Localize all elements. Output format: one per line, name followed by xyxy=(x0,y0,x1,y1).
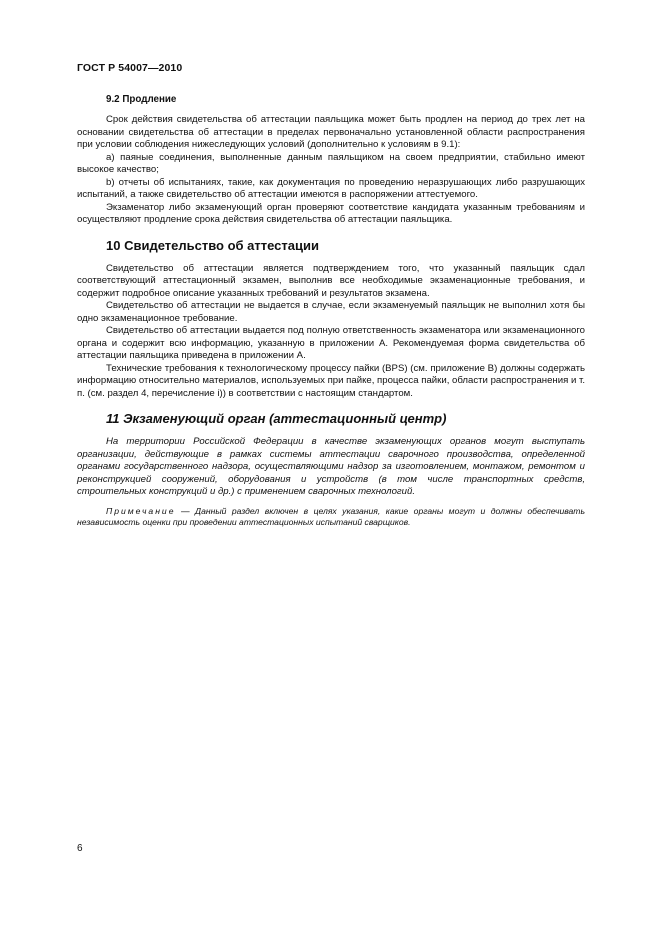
note-label: Примечание xyxy=(106,505,176,516)
section-10-paragraph: Свидетельство об аттестации является подтверждением того, что указанный паяльщик сдал соответствующий аттестационный экзамен, выполнив все необходимые экзаменационные требования, и содержит подробное описание указанных требований и результатов экзамена. xyxy=(77,262,585,299)
section-11-note xyxy=(77,506,585,529)
section-10-paragraph: Технические требования к технологическому процессу пайки (BPS) (см. приложение В) должны содержать информацию относительно материалов, используемых при пайке, процесса пайки, области распространения и т. п. (см. раздел 4, перечисление i)) в соответствии с настоящим стандартом. xyxy=(77,362,585,399)
section-9-2-paragraph: b) отчеты об испытаниях, такие, как документация по проведению неразрушающих либо разрушающих испытаний, а также свидетельство об аттестации имеются в распоряжении аттестуемого. xyxy=(77,176,585,200)
section-9-2-paragraph: Срок действия свидетельства об аттестации паяльщика может быть продлен на период до трех лет на основании свидетельства об аттестации в пределах первоначально установленной области распространения при условии соблюдения нижеследующих условий (дополнительно к условиям в 9.1): xyxy=(77,114,585,150)
document-body xyxy=(77,94,585,529)
document-code-header: ГОСТ Р 54007—2010 xyxy=(77,62,183,74)
section-11-paragraph: На территории Российской Федерации в качестве экзаменующих органов могут выступать организации, действующие в рамках системы аттестации сварочного производства, определенной органами государственного надзора, осуществляющими надзор за изготовлением, монтажом, ремонтом и реконструкцией сооружений, оборудования и устройств (в том числе транспортных средств, строительных конструкций и др.) с применением сварочных технологий. xyxy=(77,436,585,497)
note-text: — Данный раздел включен в целях указания, какие органы могут и должны обеспечивать независимость оценки при проведении аттестационных испытаний сварщиков. xyxy=(77,505,585,527)
section-11-heading: 11 Экзаменующий орган (аттестационный центр) xyxy=(106,411,447,426)
section-9-2-paragraph: а) паяные соединения, выполненные данным паяльщиком на своем предприятии, стабильно имеют высокое качество; xyxy=(77,151,585,175)
section-10-paragraph: Свидетельство об аттестации выдается под полную ответственность экзаменатора или экзаменационного органа и содержит всю информацию, указанную в приложении А. Рекомендуемая форма свидетельства об аттестации паяльщика приведена в приложении А. xyxy=(77,325,585,361)
page-number: 6 xyxy=(77,843,83,854)
section-9-2-paragraph: Экзаменатор либо экзаменующий орган проверяют соответствие кандидата указанным требованиям и осуществляют продление срока действия свидетельства об аттестации паяльщика. xyxy=(77,201,585,225)
section-10-paragraph: Свидетельство об аттестации не выдается в случае, если экзаменуемый паяльщик не выполнил хотя бы одно экзаменационное требование. xyxy=(77,300,585,324)
section-9-2-heading: 9.2 Продление xyxy=(106,94,177,105)
section-10-heading: 10 Свидетельство об аттестации xyxy=(106,237,319,253)
